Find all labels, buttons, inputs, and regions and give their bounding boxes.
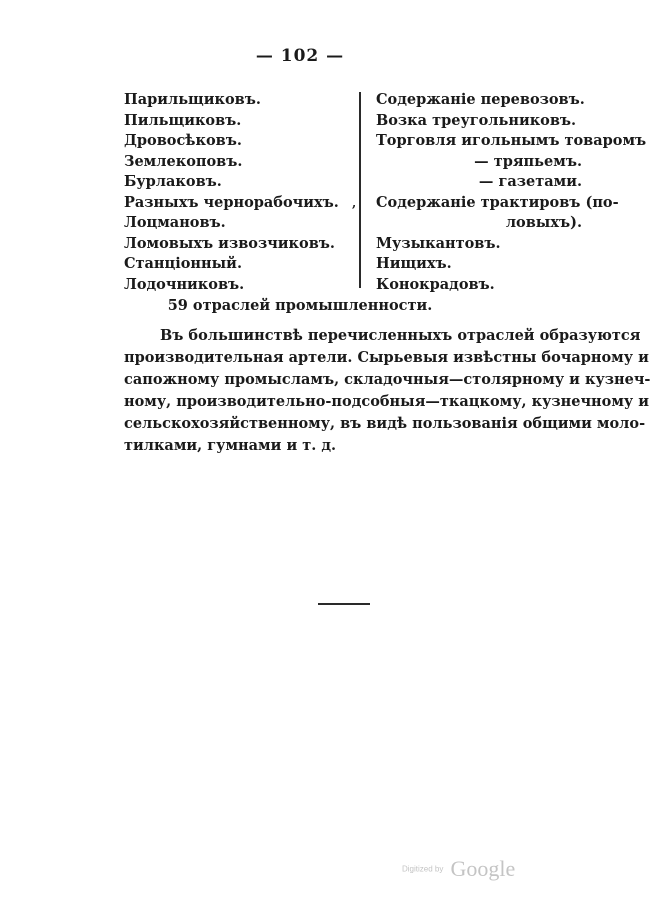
list-item: Дровосѣковъ. [124,132,242,149]
list-item: Торговля игольнымъ товаромъ [376,132,647,149]
list-item: Пильщиковъ. [124,111,242,129]
stray-mark: , [352,196,357,210]
body-paragraph [124,325,650,457]
column-divider [359,92,361,288]
summary-line: 59 отраслей промышленности. [167,297,433,314]
list-item: Содержаніе перевозовъ. [376,91,585,108]
list-item: Разныхъ чернорабочихъ. [124,193,339,211]
list-item: Лодочниковъ. [124,275,245,293]
digitized-watermark [402,856,515,882]
list-item: Возка треугольниковъ. [376,111,577,129]
list-item: Содержаніе трактировъ (по- [376,193,619,211]
end-rule [318,603,370,605]
paragraph-line: сапожному промысламъ, складочныя—столярному и кузнеч- [124,371,650,388]
list-item: ловыхъ). [505,214,582,231]
list-item: Землекоповъ. [124,152,243,170]
paragraph-line: сельскохозяйственному, въ видѣ пользованія общими моло- [124,415,646,432]
paragraph-line: тилками, гумнами и т. д. [124,437,337,454]
google-logo-text: Google [450,856,516,881]
right-column-list [376,90,647,295]
list-item: Лоцмановъ. [124,214,226,231]
paragraph-line: Въ большинствѣ перечисленныхъ отраслей образуются [160,327,641,344]
left-column-list [124,90,349,295]
watermark-prefix: Digitized by [402,864,444,874]
list-item: Ломовыхъ извозчиковъ. [124,234,335,252]
list-item: Парильщиковъ. [124,91,261,108]
list-item: Музыкантовъ. [376,234,501,252]
page-number: — 102 — [255,46,345,66]
list-item: Бурлаковъ. [124,173,222,190]
list-item: — газетами. [478,173,582,190]
list-item: Нищихъ. [376,255,452,272]
list-item: Конокрадовъ. [376,275,495,293]
list-item: Станціонный. [124,255,242,272]
paragraph-line: ному, производительно-подсобныя—ткацкому, кузнечному и [124,393,650,410]
list-item: — тряпьемъ. [474,152,582,170]
paragraph-line: производительная артели. Сырьевыя извѣстны бочарному и [124,349,649,366]
